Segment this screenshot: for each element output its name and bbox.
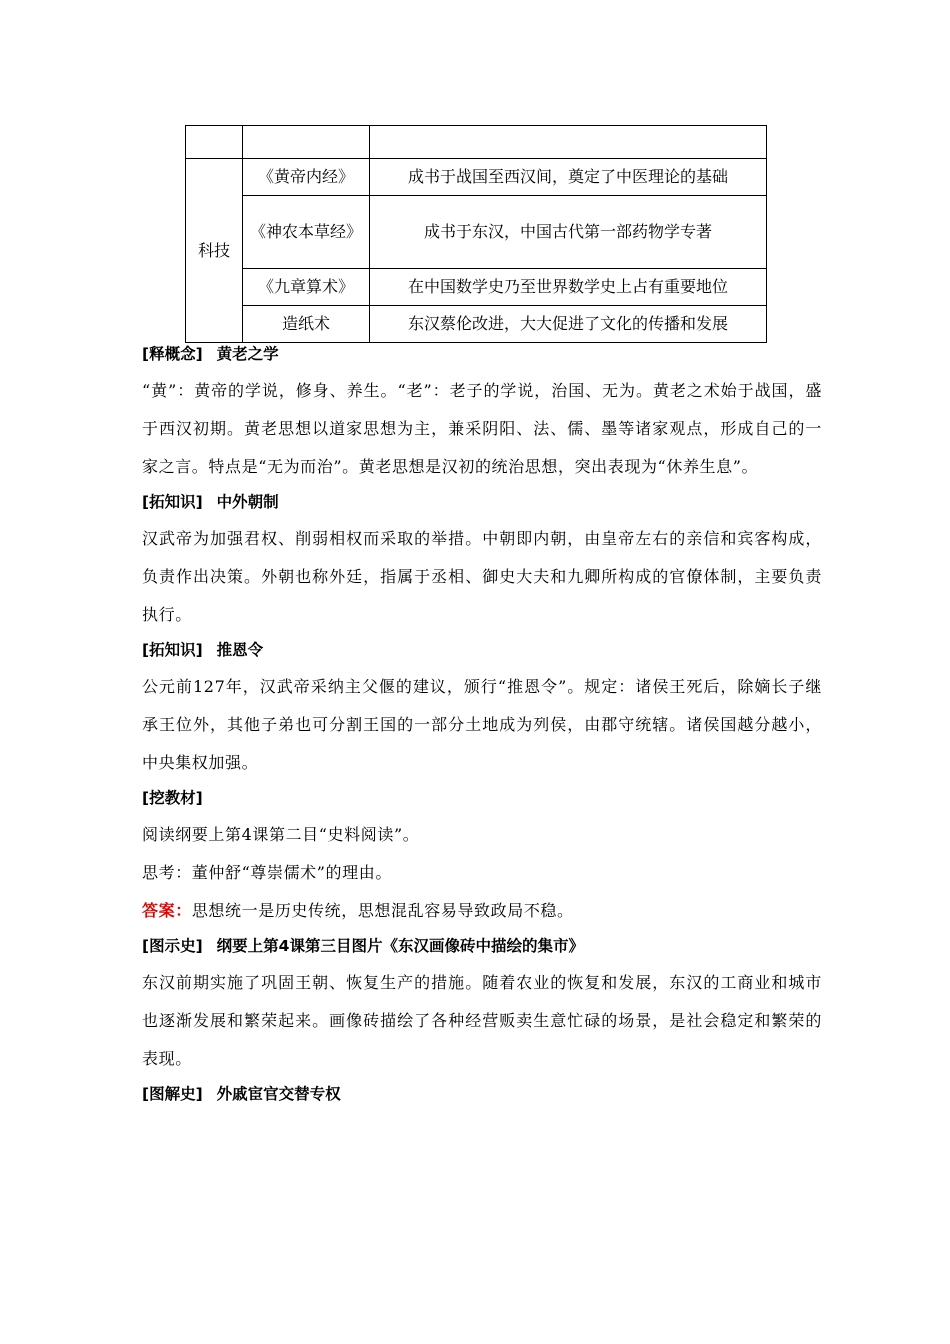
thinking-question: 思考：董仲舒“尊崇儒术”的理由。 xyxy=(142,863,392,882)
table-cell xyxy=(370,126,767,159)
section-title: 外戚宦官交替专权 xyxy=(216,1085,341,1103)
table-row xyxy=(186,126,767,159)
section-tag: [挖教材] xyxy=(142,789,203,807)
table-row xyxy=(186,196,767,269)
work-desc-cell: 在中国数学史乃至世界数学史上占有重要地位 xyxy=(370,269,767,306)
section-heading-knowledge xyxy=(142,640,822,660)
section-title: 纲要上第4课第三目图片《东汉画像砖中描绘的集市》 xyxy=(216,937,584,955)
section-tag: [拓知识] xyxy=(142,641,203,659)
section-heading-textbook xyxy=(142,788,822,808)
work-desc-cell: 东汉蔡伦改进，大大促进了文化的传播和发展 xyxy=(370,306,767,343)
table-row xyxy=(186,269,767,306)
answer-text: 思想统一是历史传统，思想混乱容易导致政局不稳。 xyxy=(191,901,574,920)
section-title: 中外朝制 xyxy=(216,493,279,511)
reading-instruction: 阅读纲要上第4课第二目“史料阅读”。 xyxy=(142,825,420,844)
work-title-cell: 《神农本草经》 xyxy=(243,196,370,269)
paragraph-court-system: 汉武帝为加强君权、削弱相权而采取的举措。中朝即内朝，由皇帝左右的亲信和宾客构成，负责作出决策。外朝也称外廷，指属于丞相、御史大夫和九卿所构成的官僚体制，主要负责执行。 xyxy=(142,529,822,624)
section-title: 黄老之学 xyxy=(216,345,279,363)
knowledge-table xyxy=(185,125,767,343)
section-heading-diagram xyxy=(142,1084,822,1104)
table-cell xyxy=(186,126,243,159)
work-desc-cell: 成书于东汉，中国古代第一部药物学专著 xyxy=(370,196,767,269)
section-heading-knowledge xyxy=(142,492,822,512)
answer-line xyxy=(142,892,822,930)
section-heading-concept xyxy=(142,344,822,364)
section-tag: [拓知识] xyxy=(142,493,203,511)
paragraph-huanglao: “黄”：黄帝的学说，修身、养生。“老”：老子的学说，治国、无为。黄老之术始于战国，盛于西汉初期。黄老思想以道家思想为主，兼采阴阳、法、儒、墨等诸家观点，形成自己的一家之言。特点是“无为而治”。黄老思想是汉初的统治思想，突出表现为“休养生息”。 xyxy=(142,381,822,476)
table-cell xyxy=(243,126,370,159)
answer-label: 答案： xyxy=(142,901,192,920)
work-title-cell: 《九章算术》 xyxy=(243,269,370,306)
section-tag: [释概念] xyxy=(142,345,203,363)
section-tag: [图示史] xyxy=(142,937,203,955)
category-cell: 科技 xyxy=(186,159,243,343)
table-row xyxy=(186,159,767,196)
main-content xyxy=(142,338,822,1112)
work-desc-cell: 成书于战国至西汉间，奠定了中医理论的基础 xyxy=(370,159,767,196)
paragraph-tuienling: 公元前127年，汉武帝采纳主父偃的建议，颁行“推恩令”。规定：诸侯王死后，除嫡长子继承王位外，其他子弟也可分割王国的一部分土地成为列侯，由郡守统辖。诸侯国越分越小，中央集权加强。 xyxy=(142,677,822,772)
table-row xyxy=(186,306,767,343)
work-title-cell: 造纸术 xyxy=(243,306,370,343)
section-tag: [图解史] xyxy=(142,1085,203,1103)
section-heading-picture xyxy=(142,936,822,956)
work-title-cell: 《黄帝内经》 xyxy=(243,159,370,196)
paragraph-market: 东汉前期实施了巩固王朝、恢复生产的措施。随着农业的恢复和发展，东汉的工商业和城市也逐渐发展和繁荣起来。画像砖描绘了各种经营贩卖生意忙碌的场景，是社会稳定和繁荣的表现。 xyxy=(142,973,822,1068)
section-title: 推恩令 xyxy=(216,641,264,659)
